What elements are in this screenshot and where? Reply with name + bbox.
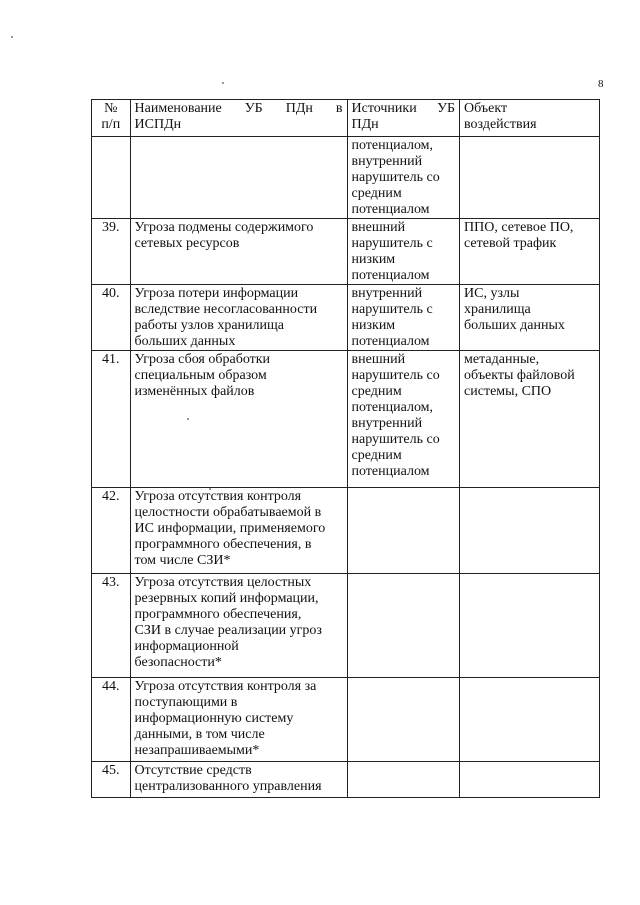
table-row bbox=[92, 219, 600, 285]
header-object: Объект воздействия bbox=[460, 100, 600, 137]
header-source: Источники УБ ПДн bbox=[347, 100, 460, 137]
threat-name-line: целостности обрабатываемой в bbox=[134, 505, 322, 520]
table-row bbox=[92, 678, 600, 762]
impact-object bbox=[460, 219, 600, 285]
page-number: 8 bbox=[598, 78, 604, 90]
impact-object-line: хранилища bbox=[464, 302, 531, 317]
threat-source-line: потенциалом bbox=[351, 334, 430, 349]
impact-object-line: метаданные, bbox=[464, 352, 540, 367]
threat-source bbox=[347, 488, 460, 574]
row-number: 45. bbox=[92, 762, 131, 798]
threat-name bbox=[130, 351, 347, 488]
header-name: Наименование УБ ПДн в ИСПДн bbox=[130, 100, 347, 137]
threat-name-line: Угроза отсутствия целостных bbox=[134, 575, 312, 590]
threat-source bbox=[347, 351, 460, 488]
header-num: № п/п bbox=[92, 100, 131, 137]
threat-name-line: Отсутствие средств bbox=[134, 763, 252, 778]
table-header-row bbox=[92, 100, 600, 137]
table-row bbox=[92, 762, 600, 798]
threat-name bbox=[130, 762, 347, 798]
threat-name-line: программного обеспечения, bbox=[134, 607, 302, 622]
threat-name-line: централизованного управления bbox=[134, 779, 322, 794]
table-row bbox=[92, 488, 600, 574]
row-number: 39. bbox=[92, 219, 131, 285]
threat-name bbox=[130, 574, 347, 678]
threat-name-line: Угроза потери информации bbox=[134, 286, 299, 301]
impact-object-line: ППО, сетевое ПО, bbox=[464, 220, 574, 235]
threat-name-line: Угроза отсутствия контроля за bbox=[134, 679, 317, 694]
impact-object-line: системы, СПО bbox=[464, 384, 552, 399]
impact-object bbox=[460, 285, 600, 351]
row-number: 42. bbox=[92, 488, 131, 574]
threat-source bbox=[347, 574, 460, 678]
row-number: 44. bbox=[92, 678, 131, 762]
threat-name-line: Угроза сбоя обработки bbox=[134, 352, 271, 367]
threat-source bbox=[347, 219, 460, 285]
threat-name-line: незапрашиваемыми* bbox=[134, 743, 260, 758]
threat-source-line: внешний bbox=[351, 352, 406, 367]
impact-object bbox=[460, 574, 600, 678]
threat-name-line: поступающими в bbox=[134, 695, 238, 710]
threat-name-line: ИС информации, применяемого bbox=[134, 521, 326, 536]
impact-object bbox=[460, 488, 600, 574]
row-number: 40. bbox=[92, 285, 131, 351]
threat-name-line: Угроза отсутствия контроля bbox=[134, 489, 302, 504]
threat-source-line: внутренний bbox=[351, 286, 423, 301]
table-row bbox=[92, 285, 600, 351]
threats-table bbox=[91, 99, 600, 798]
threat-source-line: потенциалом bbox=[351, 268, 430, 283]
threat-source-line: нарушитель с bbox=[351, 302, 433, 317]
threat-source-line: нарушитель со bbox=[351, 170, 440, 185]
impact-object-line: сетевой трафик bbox=[464, 236, 557, 251]
impact-object-line: объекты файловой bbox=[464, 368, 575, 383]
threat-name-line: информационной bbox=[134, 639, 239, 654]
threat-source-line: внутренний bbox=[351, 416, 423, 431]
threat-source-line: нарушитель с bbox=[351, 236, 433, 251]
threat-source-line: низким bbox=[351, 318, 396, 333]
threat-name-line: СЗИ в случае реализации угроз bbox=[134, 623, 322, 638]
threat-name-line: больших данных bbox=[134, 334, 236, 349]
threat-source-line: средним bbox=[351, 448, 402, 463]
row-number: 43. bbox=[92, 574, 131, 678]
threat-name-line: безопасности* bbox=[134, 655, 222, 670]
threat-name-line: данными, в том числе bbox=[134, 727, 265, 742]
threat-source-line: средним bbox=[351, 384, 402, 399]
row-number: 41. bbox=[92, 351, 131, 488]
threat-name-line: том числе СЗИ* bbox=[134, 553, 231, 568]
threat-source-line: внешний bbox=[351, 220, 406, 235]
threat-source bbox=[347, 137, 460, 219]
impact-object-line: ИС, узлы bbox=[464, 286, 520, 301]
scan-speck bbox=[222, 82, 224, 84]
threat-source-line: потенциалом, bbox=[351, 400, 434, 415]
scan-speck bbox=[11, 36, 13, 38]
threat-name-line: Угроза подмены содержимого bbox=[134, 220, 314, 235]
table-row bbox=[92, 351, 600, 488]
threat-name bbox=[130, 219, 347, 285]
impact-object bbox=[460, 351, 600, 488]
threat-source bbox=[347, 762, 460, 798]
threat-source-line: нарушитель со bbox=[351, 368, 440, 383]
threat-source bbox=[347, 285, 460, 351]
threat-name-line: работы узлов хранилища bbox=[134, 318, 284, 333]
threat-source-line: нарушитель со bbox=[351, 432, 440, 447]
threat-name-line: программного обеспечения, в bbox=[134, 537, 312, 552]
threat-name bbox=[130, 137, 347, 219]
impact-object bbox=[460, 137, 600, 219]
threat-name-line: изменённых файлов bbox=[134, 384, 255, 399]
threat-source-line: потенциалом, bbox=[351, 138, 434, 153]
impact-object bbox=[460, 762, 600, 798]
impact-object bbox=[460, 678, 600, 762]
threat-name-line: специальным образом bbox=[134, 368, 267, 383]
table-row bbox=[92, 574, 600, 678]
threat-source-line: средним bbox=[351, 186, 402, 201]
table-row bbox=[92, 137, 600, 219]
threat-name bbox=[130, 285, 347, 351]
impact-object-line: больших данных bbox=[464, 318, 565, 333]
threat-name-line: сетевых ресурсов bbox=[134, 236, 240, 251]
threat-name-line: резервных копий информации, bbox=[134, 591, 319, 606]
threat-source-line: низким bbox=[351, 252, 396, 267]
row-number bbox=[92, 137, 131, 219]
threat-source-line: потенциалом bbox=[351, 464, 430, 479]
threat-name bbox=[130, 678, 347, 762]
threat-source-line: внутренний bbox=[351, 154, 423, 169]
threat-source-line: потенциалом bbox=[351, 202, 430, 217]
threat-name bbox=[130, 488, 347, 574]
threat-name-line: вследствие несогласованности bbox=[134, 302, 318, 317]
threat-name-line: информационную систему bbox=[134, 711, 294, 726]
threat-source bbox=[347, 678, 460, 762]
